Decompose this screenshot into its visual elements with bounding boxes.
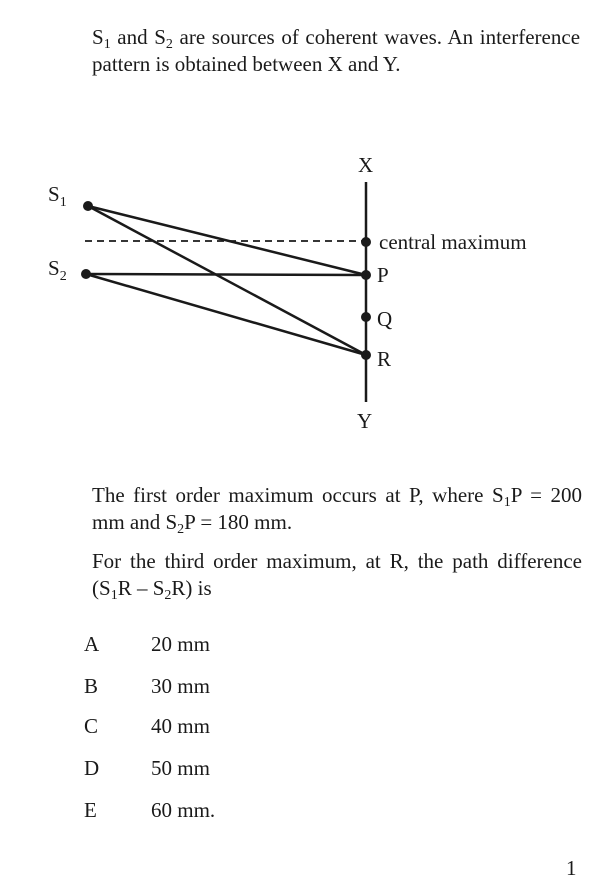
intro-text: are sources of coherent waves. An interference pattern is obtained between X and Y.	[92, 25, 581, 76]
label-q: Q	[377, 307, 393, 331]
label-p: P	[377, 263, 389, 287]
label-x: X	[358, 153, 374, 177]
label-y: Y	[357, 409, 373, 433]
option-text: 60 mm.	[151, 798, 216, 822]
question-text: P = 180 mm.	[184, 510, 293, 534]
source-s1-dot	[83, 201, 93, 211]
option-text: 40 mm	[151, 714, 210, 738]
subscript: 1	[103, 37, 111, 52]
ray-s1-r	[88, 206, 366, 355]
ray-s2-p	[86, 274, 366, 275]
option-letter: E	[84, 798, 97, 822]
option-b[interactable]	[84, 674, 210, 698]
question-prompt	[92, 548, 582, 602]
point-r-dot	[361, 350, 371, 360]
subscript: 1	[503, 495, 511, 510]
question-text: R – S	[117, 576, 165, 600]
central-max-dot	[361, 237, 371, 247]
subscript: 2	[177, 522, 185, 537]
option-c[interactable]	[84, 714, 210, 738]
label-s1: $S_1$	[48, 182, 67, 210]
label-s2: $S_2$	[48, 256, 67, 284]
label-central-maximum: central maximum	[379, 230, 527, 254]
option-a[interactable]	[84, 632, 210, 656]
option-d[interactable]	[84, 756, 210, 780]
question-text: R) is	[171, 576, 212, 600]
option-letter: A	[84, 632, 100, 656]
interference-diagram	[0, 140, 600, 440]
ray-s2-r	[86, 274, 366, 355]
subscript: 1	[110, 588, 118, 603]
label-r: R	[377, 347, 392, 371]
option-letter: D	[84, 756, 100, 780]
source-s2-dot	[81, 269, 91, 279]
option-letter: C	[84, 714, 99, 738]
question-text: For the third order maximum, at R, the path difference (S	[92, 549, 582, 600]
question-text: P = 200 mm and S	[92, 483, 582, 534]
option-letter: B	[84, 674, 99, 698]
point-q-dot	[361, 312, 371, 322]
option-text: 20 mm	[151, 632, 210, 656]
page-number: 1	[566, 856, 577, 880]
option-text: 50 mm	[151, 756, 210, 780]
question-statement	[92, 482, 582, 536]
intro-text: and S	[110, 25, 166, 49]
option-e[interactable]	[84, 798, 215, 822]
intro-paragraph	[92, 24, 580, 78]
option-text: 30 mm	[151, 674, 210, 698]
subscript: 2	[164, 588, 172, 603]
subscript: 2	[165, 37, 173, 52]
intro-text: S	[92, 25, 104, 49]
question-text: The first order maximum occurs at P, where S	[92, 483, 504, 507]
ray-s1-p	[88, 206, 366, 275]
point-p-dot	[361, 270, 371, 280]
